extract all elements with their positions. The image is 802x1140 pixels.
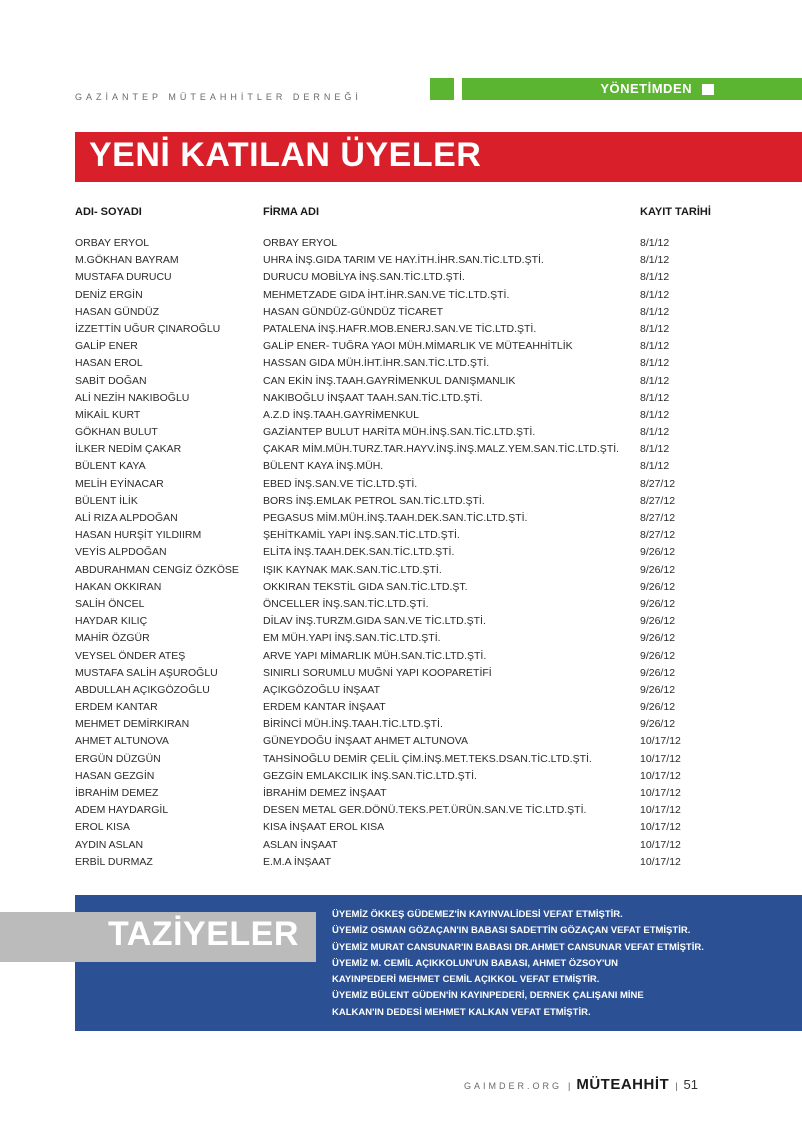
member-row (75, 391, 775, 408)
page-number: 51 (683, 1077, 698, 1092)
member-firm: DİLAV İNŞ.TURZM.GIDA SAN.VE TİC.LTD.ŞTİ. (263, 615, 486, 628)
member-date: 9/26/12 (640, 546, 676, 559)
member-row (75, 614, 775, 631)
member-firm: ÖNCELLER İNŞ.SAN.TİC.LTD.ŞTİ. (263, 597, 429, 610)
condolence-line: ÜYEMİZ OSMAN GÖZAÇAN'IN BABASI SADETTİN GÖZAÇAN VEFAT ETMİŞTİR. (332, 925, 691, 937)
member-row (75, 236, 775, 253)
member-date: 8/1/12 (640, 340, 670, 353)
member-firm: ARVE YAPI MİMARLIK MÜH.SAN.TİC.LTD.ŞTİ. (263, 649, 487, 662)
member-name: ABDULLAH AÇIKGÖZOĞLU (75, 683, 210, 696)
member-name: AHMET ALTUNOVA (75, 735, 169, 748)
member-row (75, 425, 775, 442)
member-firm: EM MÜH.YAPI İNŞ.SAN.TİC.LTD.ŞTİ. (263, 632, 441, 645)
green-accent-block (430, 78, 454, 100)
member-date: 10/17/12 (640, 769, 681, 782)
member-firm: DESEN METAL GER.DÖNÜ.TEKS.PET.ÜRÜN.SAN.VE TİC.LTD.ŞTİ. (263, 804, 587, 817)
condolence-text (332, 907, 772, 1021)
condolence-line: ÜYEMİZ MURAT CANSUNAR'IN BABASI DR.AHMET CANSUNAR VEFAT ETMİŞTİR. (332, 941, 704, 953)
condolence-line: ÜYEMİZ ÖKKEŞ GÜDEMEZ'İN KAYINVALİDESİ VEFAT ETMİŞTİR. (332, 909, 623, 920)
member-row (75, 374, 775, 391)
member-firm: BİRİNCİ MÜH.İNŞ.TAAH.TİC.LTD.ŞTİ. (263, 718, 443, 731)
member-row (75, 356, 775, 373)
member-firm: GALİP ENER- TUĞRA YAOI MÜH.MİMARLIK VE MÜTEAHHİTLİK (263, 340, 573, 353)
member-date: 9/26/12 (640, 666, 676, 679)
member-date: 10/17/12 (640, 855, 681, 868)
condolence-line: ÜYEMİZ BÜLENT GÜDEN'İN KAYINPEDERİ, DERNEK ÇALIŞANI MİNE (332, 990, 644, 1002)
member-date: 8/27/12 (640, 477, 676, 490)
member-date: 8/1/12 (640, 322, 670, 335)
member-row (75, 442, 775, 459)
member-row (75, 752, 775, 769)
member-date: 9/26/12 (640, 615, 676, 628)
member-name: MİKAİL KURT (75, 408, 141, 421)
member-row (75, 649, 775, 666)
member-date: 8/1/12 (640, 408, 670, 421)
member-name: ERDEM KANTAR (75, 701, 158, 714)
member-firm: SINIRLI SORUMLU MUĞNİ YAPI KOOPARETİFİ (263, 666, 492, 679)
member-row (75, 528, 775, 545)
member-firm: E.M.A İNŞAAT (263, 855, 332, 868)
page-title: YENİ KATILAN ÜYELER (89, 136, 482, 174)
member-firm: ORBAY ERYOL (263, 237, 338, 249)
footer-divider: | (675, 1081, 678, 1091)
member-name: HAKAN OKKIRAN (75, 580, 162, 593)
member-name: ADEM HAYDARGİL (75, 804, 169, 817)
member-row (75, 580, 775, 597)
member-date: 8/1/12 (640, 391, 670, 404)
member-row (75, 786, 775, 803)
member-date: 10/17/12 (640, 752, 681, 765)
member-date: 8/1/12 (640, 426, 670, 439)
section-square-icon (702, 84, 714, 95)
org-name: GAZİANTEP MÜTEAHHİTLER DERNEĞİ (75, 92, 362, 102)
member-firm: ASLAN İNŞAAT (263, 838, 338, 851)
member-firm: HASSAN GIDA MÜH.İHT.İHR.SAN.TİC.LTD.ŞTİ. (263, 357, 490, 370)
footer-site: GAIMDER.ORG (464, 1081, 563, 1091)
member-name: ORBAY ERYOL (75, 237, 150, 249)
footer (464, 1076, 698, 1096)
member-row (75, 597, 775, 614)
member-name: İLKER NEDİM ÇAKAR (75, 443, 182, 456)
member-date: 8/1/12 (640, 357, 670, 370)
member-firm: A.Z.D İNŞ.TAAH.GAYRİMENKUL (263, 408, 419, 421)
member-date: 9/26/12 (640, 580, 676, 593)
column-header-date: KAYIT TARİHİ (640, 206, 711, 218)
member-name: BÜLENT KAYA (75, 460, 146, 473)
section-label: YÖNETİMDEN (600, 81, 692, 96)
member-row (75, 769, 775, 786)
member-row (75, 631, 775, 648)
member-name: HASAN GEZGİN (75, 769, 155, 782)
member-name: VEYİS ALPDOĞAN (75, 546, 167, 559)
member-name: İZZETTİN UĞUR ÇINAROĞLU (75, 322, 221, 335)
member-row (75, 855, 775, 872)
member-row (75, 253, 775, 270)
member-row (75, 803, 775, 820)
member-date: 8/1/12 (640, 443, 670, 456)
member-list (75, 236, 775, 872)
member-row (75, 820, 775, 837)
member-date: 8/1/12 (640, 374, 670, 387)
member-name: BÜLENT İLİK (75, 494, 138, 507)
member-firm: GEZGİN EMLAKCILIK İNŞ.SAN.TİC.LTD.ŞTİ. (263, 769, 477, 782)
member-date: 10/17/12 (640, 804, 681, 817)
member-date: 8/27/12 (640, 512, 676, 524)
footer-divider: | (568, 1081, 571, 1091)
member-name: M.GÖKHAN BAYRAM (75, 254, 179, 267)
member-date: 10/17/12 (640, 735, 681, 748)
member-row (75, 322, 775, 339)
member-name: AYDIN ASLAN (75, 838, 144, 851)
member-date: 9/26/12 (640, 563, 676, 576)
member-firm: İBRAHİM DEMEZ İNŞAAT (263, 787, 387, 799)
member-date: 9/26/12 (640, 649, 676, 662)
member-date: 8/1/12 (640, 254, 670, 267)
member-firm: IŞIK KAYNAK MAK.SAN.TİC.LTD.ŞTİ. (263, 563, 442, 576)
member-date: 10/17/12 (640, 821, 681, 834)
member-firm: HASAN GÜNDÜZ-GÜNDÜZ TİCARET (263, 305, 444, 318)
member-row (75, 494, 775, 511)
member-firm: ŞEHİTKAMİL YAPI İNŞ.SAN.TİC.LTD.ŞTİ. (263, 529, 460, 542)
member-firm: NAKIBOĞLU İNŞAAT TAAH.SAN.TİC.LTD.ŞTİ. (263, 391, 483, 404)
member-row (75, 339, 775, 356)
member-row (75, 717, 775, 734)
member-row (75, 288, 775, 305)
member-firm: BÜLENT KAYA İNŞ.MÜH. (263, 460, 384, 473)
member-firm: EBED İNŞ.SAN.VE TİC.LTD.ŞTİ. (263, 477, 418, 490)
footer-magazine: MÜTEAHHİT (576, 1076, 670, 1093)
condolence-title: TAZİYELER (108, 915, 299, 953)
condolence-line: KAYINPEDERİ MEHMET CEMİL AÇIKKOL VEFAT ETMİŞTİR. (332, 974, 600, 986)
member-firm: PEGASUS MİM.MÜH.İNŞ.TAAH.DEK.SAN.TİC.LTD.ŞTİ. (263, 512, 528, 524)
member-date: 8/1/12 (640, 271, 670, 284)
member-row (75, 700, 775, 717)
member-date: 9/26/12 (640, 597, 676, 610)
member-row (75, 563, 775, 580)
member-row (75, 666, 775, 683)
member-row (75, 511, 775, 528)
member-name: İBRAHİM DEMEZ (75, 787, 159, 799)
member-date: 8/1/12 (640, 237, 670, 249)
member-name: MEHMET DEMİRKIRAN (75, 718, 190, 731)
member-name: HAYDAR KILIÇ (75, 615, 148, 628)
member-row (75, 683, 775, 700)
member-name: SALİH ÖNCEL (75, 597, 145, 610)
column-header-name: ADI- SOYADI (75, 206, 142, 218)
member-name: VEYSEL ÖNDER ATEŞ (75, 649, 186, 662)
member-name: ERBİL DURMAZ (75, 855, 153, 868)
column-header-firm: FİRMA ADI (263, 206, 320, 218)
member-name: ALİ RIZA ALPDOĞAN (75, 512, 178, 524)
member-name: MELİH EYİNACAR (75, 477, 164, 490)
member-firm: GAZİANTEP BULUT HARİTA MÜH.İNŞ.SAN.TİC.LTD.ŞTİ. (263, 426, 536, 439)
member-row (75, 545, 775, 562)
member-firm: ÇAKAR MİM.MÜH.TURZ.TAR.HAYV.İNŞ.İNŞ.MALZ.YEM.SAN.TİC.LTD.ŞTİ. (263, 443, 620, 456)
member-name: ABDURAHMAN CENGİZ ÖZKÖSE (75, 563, 239, 576)
member-date: 10/17/12 (640, 787, 681, 799)
member-name: DENİZ ERGİN (75, 288, 143, 301)
member-firm: AÇIKGÖZOĞLU İNŞAAT (263, 683, 381, 696)
member-date: 8/1/12 (640, 305, 670, 318)
member-firm: OKKIRAN TEKSTİL GIDA SAN.TİC.LTD.ŞT. (263, 580, 468, 593)
member-name: HASAN HURŞİT YILDIIRM (75, 529, 202, 542)
member-name: HASAN EROL (75, 357, 143, 370)
member-date: 8/1/12 (640, 460, 670, 473)
member-name: MUSTAFA DURUCU (75, 271, 172, 284)
member-name: GÖKHAN BULUT (75, 426, 158, 439)
member-firm: TAHSİNOĞLU DEMİR ÇELİL ÇİM.İNŞ.MET.TEKS.DSAN.TİC.LTD.ŞTİ. (263, 752, 592, 765)
member-date: 9/26/12 (640, 701, 676, 714)
member-name: MAHİR ÖZGÜR (75, 632, 150, 645)
member-date: 8/1/12 (640, 288, 670, 301)
member-firm: KISA İNŞAAT EROL KISA (263, 821, 385, 834)
member-date: 10/17/12 (640, 838, 681, 851)
member-date: 8/27/12 (640, 494, 676, 507)
member-row (75, 270, 775, 287)
member-row (75, 408, 775, 425)
member-name: EROL KISA (75, 821, 131, 834)
condolence-title-box (0, 912, 316, 962)
member-date: 9/26/12 (640, 718, 676, 731)
member-name: MUSTAFA SALİH AŞUROĞLU (75, 666, 218, 679)
member-firm: ERDEM KANTAR İNŞAAT (263, 701, 386, 714)
member-name: HASAN GÜNDÜZ (75, 305, 160, 318)
member-firm: UHRA İNŞ.GIDA TARIM VE HAY.İTH.İHR.SAN.TİC.LTD.ŞTİ. (263, 254, 544, 267)
title-banner (75, 132, 802, 182)
member-firm: GÜNEYDOĞU İNŞAAT AHMET ALTUNOVA (263, 735, 468, 748)
member-date: 9/26/12 (640, 632, 676, 645)
member-date: 8/27/12 (640, 529, 676, 542)
member-firm: CAN EKİN İNŞ.TAAH.GAYRİMENKUL DANIŞMANLIK (263, 374, 516, 387)
member-firm: DURUCU MOBİLYA İNŞ.SAN.TİC.LTD.ŞTİ. (263, 271, 465, 284)
member-row (75, 734, 775, 751)
member-firm: BORS İNŞ.EMLAK PETROL SAN.TİC.LTD.ŞTİ. (263, 494, 485, 507)
member-name: GALİP ENER (75, 340, 138, 353)
member-name: ERGÜN DÜZGÜN (75, 752, 161, 765)
member-row (75, 305, 775, 322)
member-date: 9/26/12 (640, 683, 676, 696)
member-firm: PATALENA İNŞ.HAFR.MOB.ENERJ.SAN.VE TİC.LTD.ŞTİ. (263, 322, 537, 335)
member-name: SABİT DOĞAN (75, 374, 147, 387)
member-firm: ELİTA İNŞ.TAAH.DEK.SAN.TİC.LTD.ŞTİ. (263, 546, 455, 559)
member-row (75, 838, 775, 855)
member-row (75, 477, 775, 494)
member-firm: MEHMETZADE GIDA İHT.İHR.SAN.VE TİC.LTD.ŞTİ. (263, 288, 510, 301)
condolence-line: KALKAN'IN DEDESİ MEHMET KALKAN VEFAT ETMİŞTİR. (332, 1006, 591, 1018)
condolence-line: ÜYEMİZ M. CEMİL AÇIKKOLUN'UN BABASI, AHMET ÖZSOY'UN (332, 957, 618, 969)
member-row (75, 459, 775, 476)
member-name: ALİ NEZİH NAKIBOĞLU (75, 391, 190, 404)
